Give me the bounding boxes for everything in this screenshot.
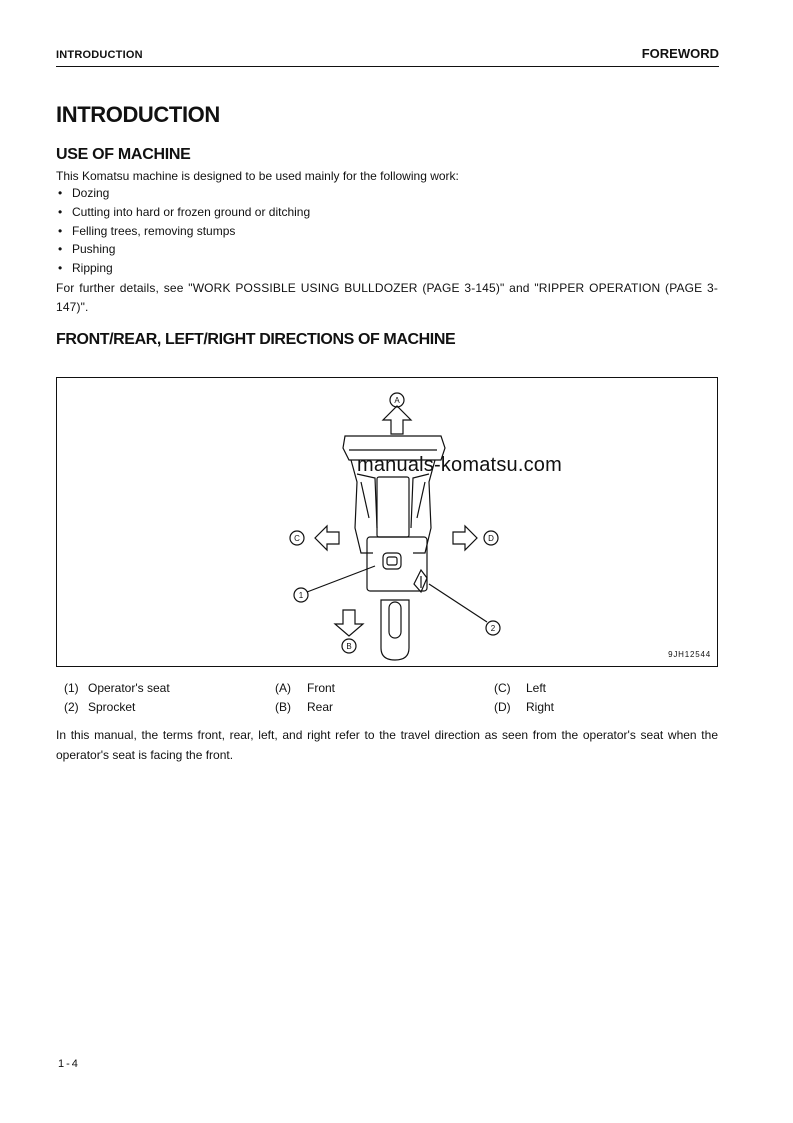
callout-label-a: A bbox=[394, 396, 400, 405]
callout-label-c: C bbox=[294, 534, 300, 543]
directions-note: In this manual, the terms front, rear, left, and right refer to the travel direction as seen from the operator's seat when the operator's seat is facing the front. bbox=[56, 728, 718, 762]
legend-item: (1) bbox=[64, 681, 79, 695]
ripper-shape bbox=[381, 600, 409, 660]
further-details-text: For further details, see "WORK POSSIBLE USING BULLDOZER (PAGE 3-145)" and "RIPPER OPERATION (PAGE 3-147)". bbox=[56, 281, 718, 314]
machine-top-view-diagram bbox=[57, 378, 719, 668]
bullet-item: • Felling trees, removing stumps bbox=[58, 224, 236, 238]
callout-label-2: 2 bbox=[490, 624, 496, 633]
legend-item: (2) bbox=[64, 700, 79, 714]
header-section-label: INTRODUCTION bbox=[56, 49, 143, 61]
page-number: 1-4 bbox=[58, 1058, 80, 1070]
header-chapter-label: FOREWORD bbox=[641, 46, 719, 61]
legend-label: Operator's seat bbox=[88, 681, 170, 695]
figure-id: 9JH12544 bbox=[668, 650, 711, 659]
legend-label: Front bbox=[307, 681, 336, 695]
machine-directions-figure bbox=[56, 377, 718, 667]
callout-label-b: B bbox=[346, 642, 352, 651]
engine-hood-shape bbox=[377, 477, 409, 537]
legend-label: Sprocket bbox=[88, 700, 136, 714]
legend-item: (A) bbox=[275, 681, 291, 695]
rear-arrow-icon bbox=[335, 610, 363, 636]
operator-seat-shape bbox=[383, 553, 401, 569]
legend-label: Rear bbox=[307, 700, 334, 714]
bullet-item: • Dozing bbox=[58, 186, 110, 200]
bullet-item: • Cutting into hard or frozen ground or ditching bbox=[58, 205, 311, 219]
left-arrow-icon bbox=[315, 526, 339, 550]
bullet-item: • Pushing bbox=[58, 242, 116, 256]
watermark-text: manuals-komatsu.com bbox=[357, 454, 562, 476]
right-arrow-icon bbox=[453, 526, 477, 550]
page-header bbox=[56, 42, 719, 67]
page-title: INTRODUCTION bbox=[56, 102, 220, 127]
use-of-machine-heading: USE OF MACHINE bbox=[56, 146, 191, 163]
legend-label: Left bbox=[526, 681, 547, 695]
directions-heading: FRONT/REAR, LEFT/RIGHT DIRECTIONS OF MACHINE bbox=[56, 331, 456, 348]
callout-label-d: D bbox=[488, 534, 494, 543]
callout-label-1: 1 bbox=[298, 591, 304, 600]
front-arrow-icon bbox=[383, 406, 411, 434]
legend-item: (D) bbox=[494, 700, 511, 714]
legend-item: (C) bbox=[494, 681, 511, 695]
bullet-item: • Ripping bbox=[58, 261, 113, 275]
legend-label: Right bbox=[526, 700, 555, 714]
use-of-machine-intro: This Komatsu machine is designed to be used mainly for the following work: bbox=[56, 169, 459, 183]
legend-item: (B) bbox=[275, 700, 291, 714]
